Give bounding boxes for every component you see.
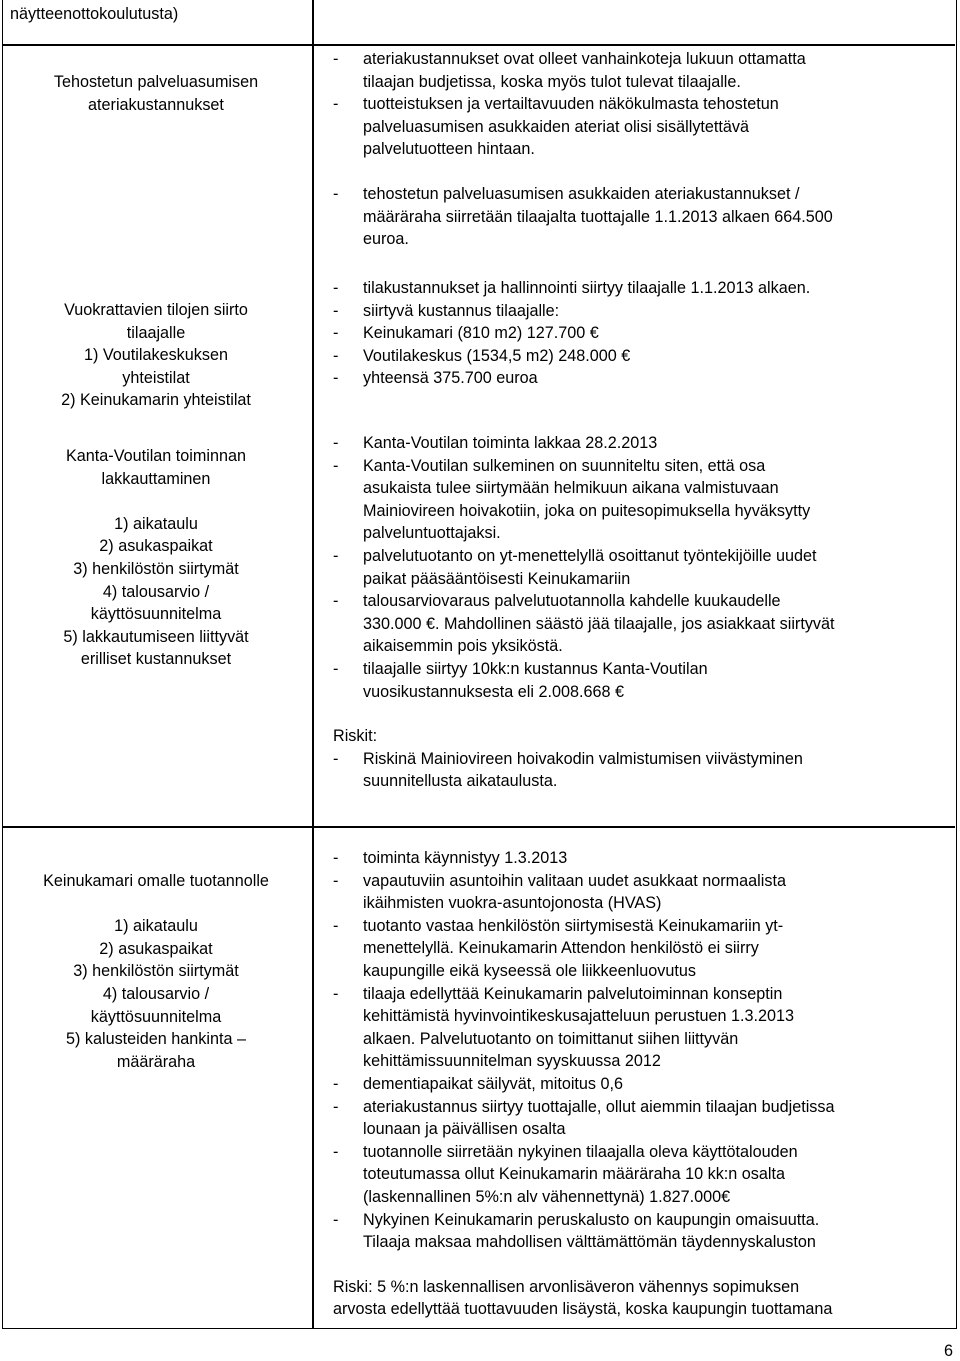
text-line: Mainiovireen hoivakotiin, joka on puitesopimuksella hyväksytty — [363, 501, 811, 520]
text-line: tilaajalle — [126, 323, 186, 342]
text-line: asukaista tulee siirtymään helmikuun aikana valmistuvaan — [363, 479, 779, 498]
text-line: palvelutuotteen hintaan. — [363, 140, 535, 159]
text-line: Riskinä Mainiovireen hoivakodin valmistumisen viivästyminen — [363, 749, 803, 768]
bullet-dash: - — [333, 984, 339, 1003]
text-line: palvelutuotanto on yt-menettelyllä osoittanut työntekijöille uudet — [363, 546, 817, 565]
text-line: palveluasumisen asukkaiden ateriat olisi sisällytettävä — [363, 117, 750, 136]
bullet-text — [363, 345, 948, 368]
bullet-dash: - — [333, 916, 339, 935]
text-line: 330.000 €. Mahdollinen säästö jää tilaajalle, jos asiakkaat siirtyvät — [363, 614, 835, 633]
bullet-text — [363, 432, 948, 455]
bullet-item — [318, 545, 948, 590]
text-line: näytteenottokoulutusta) — [10, 5, 179, 23]
column-divider — [312, 0, 314, 1329]
bullet-text — [363, 1073, 948, 1096]
bullet-text — [363, 1209, 948, 1254]
text-line: Kanta-Voutilan toiminnan — [66, 446, 246, 465]
text-line: Keinukamari omalle tuotannolle — [43, 872, 269, 890]
text-line: palveluntuottajaksi. — [363, 524, 501, 543]
bullet-dash: - — [333, 346, 339, 365]
text-line: ikäihmisten vuokra-asuntojonosta (HVAS) — [363, 894, 662, 913]
row3-left-cell — [8, 870, 304, 1073]
bullet-item — [318, 183, 948, 251]
text-line: tuotannolle siirretään nykyinen tilaajalla oleva käyttötalouden — [363, 1142, 798, 1161]
bullet-text — [363, 658, 948, 703]
bullet-item — [318, 1096, 948, 1141]
bullet-text — [363, 183, 948, 251]
text-line: tehostetun palveluasumisen asukkaiden ateriakustannukset / — [363, 184, 800, 203]
bullet-text — [363, 277, 948, 300]
text-line: kehittämistä hyvinvointikeskusajatteluun perustuen 1.3.2013 — [363, 1007, 795, 1026]
page-number: 6 — [943, 1342, 953, 1360]
row-divider — [3, 826, 955, 828]
text-line: 4) talousarvio / — [102, 984, 210, 1003]
bullet-item — [318, 455, 948, 545]
text-line: paikat pääsääntöisesti Keinukamariin — [363, 569, 631, 588]
text-line: 1) aikataulu — [114, 514, 198, 533]
bullet-item — [318, 93, 948, 161]
bullet-text — [363, 590, 948, 658]
spacer — [318, 703, 948, 725]
bullet-text — [363, 48, 948, 93]
left-block — [8, 445, 304, 671]
text-line: tuotanto vastaa henkilöstön siirtymisestä Keinukamariin yt- — [363, 916, 784, 935]
bullet-item — [318, 277, 948, 300]
text-line: tilaajan budjetissa, koska myös tulot tulevat tilaajalle. — [363, 72, 741, 91]
risk-paragraph — [318, 1276, 948, 1321]
bullet-item — [318, 367, 948, 390]
bullet-dash: - — [333, 456, 339, 475]
bullet-text — [363, 545, 948, 590]
spacer — [318, 1254, 948, 1276]
text-line: määräraha siirretään tilaajalta tuottajalle 1.1.2013 alkaen 664.500 — [363, 207, 833, 226]
text-line: tuotteistuksen ja vertailtavuuden näkökulmasta tehostetun — [363, 95, 779, 114]
bullet-item — [318, 345, 948, 368]
bullet-text — [363, 748, 948, 793]
bullet-item — [318, 48, 948, 93]
text-line: 2) Keinukamarin yhteistilat — [61, 391, 251, 410]
row1-left-cell — [8, 71, 304, 116]
row1-right-cell — [318, 48, 948, 251]
bullet-text — [363, 915, 948, 983]
bullet-dash: - — [333, 1074, 339, 1093]
text-line: menettelyllä. Keinukamarin Attendon henkilöstö ei siirry — [363, 939, 759, 958]
text-line: lounaan ja päivällisen osalta — [363, 1120, 566, 1139]
text-line: kehittämissuunnitelman syyskuussa 2012 — [363, 1052, 661, 1071]
bullet-item — [318, 1073, 948, 1096]
row2-right-cell — [318, 277, 948, 793]
bullet-dash: - — [333, 1210, 339, 1229]
text-line: toiminta käynnistyy 1.3.2013 — [363, 849, 568, 867]
text-line: euroa. — [363, 230, 409, 249]
text-line: talousarviovaraus palvelutuotannolla kahdelle kuukaudelle — [363, 592, 781, 611]
spacer — [318, 390, 948, 432]
text-line: 3) henkilöstön siirtymät — [73, 962, 239, 981]
text-line: Riski: 5 %:n laskennallisen arvonlisäveron vähennys sopimuksen — [333, 1277, 800, 1296]
bullet-dash: - — [333, 184, 339, 203]
text-line: (laskennallinen 5%:n alv vähennettynä) 1.827.000€ — [363, 1187, 731, 1206]
bullet-dash: - — [333, 369, 339, 388]
text-line: vapautuviin asuntoihin valitaan uudet asukkaat normaalista — [363, 871, 786, 890]
text-line: Tehostetun palveluasumisen — [53, 73, 259, 91]
text-line: 5) lakkautumiseen liittyvät — [63, 627, 249, 646]
text-line: lakkauttaminen — [101, 469, 211, 488]
text-line: käyttösuunnitelma — [90, 605, 222, 624]
bullet-dash: - — [333, 849, 339, 867]
text-line: yhteistilat — [122, 368, 190, 387]
bullet-item — [318, 322, 948, 345]
text-line: 2) asukaspaikat — [99, 537, 213, 556]
text-line: Nykyinen Keinukamarin peruskalusto on kaupungin omaisuutta. — [363, 1210, 820, 1229]
bullet-item — [318, 983, 948, 1073]
text-line: ateriakustannukset ovat olleet vanhainkoteja lukuun ottamatta — [363, 50, 806, 68]
bullet-dash: - — [333, 1097, 339, 1116]
bullet-item — [318, 748, 948, 793]
text-line — [8, 893, 304, 916]
text-line: Kanta-Voutilan toiminta lakkaa 28.2.2013 — [363, 433, 658, 452]
text-line: tilaaja edellyttää Keinukamarin palvelutoiminnan konseptin — [363, 984, 783, 1003]
bullet-dash: - — [333, 50, 339, 68]
bullet-text — [363, 1096, 948, 1141]
spacer — [318, 161, 948, 183]
text-line: toteutumassa ollut Keinukamarin määräraha 10 kk:n osalta — [363, 1165, 786, 1184]
bullet-dash: - — [333, 749, 339, 768]
text-line: 3) henkilöstön siirtymät — [73, 559, 239, 578]
text-line: 2) asukaspaikat — [99, 939, 213, 958]
bullet-text — [363, 983, 948, 1073]
text-line: aikaisemmin pois yksiköstä. — [363, 637, 563, 656]
bullet-text — [363, 300, 948, 323]
text-line: kaupungille eikä kyseessä ole liikkeenluovutus — [363, 961, 696, 980]
bullet-item — [318, 847, 948, 870]
bullet-item — [318, 1209, 948, 1254]
bullet-text — [363, 847, 948, 870]
bullet-dash: - — [333, 546, 339, 565]
bullet-dash: - — [333, 1142, 339, 1161]
bullet-dash: - — [333, 95, 339, 114]
text-line: Kanta-Voutilan sulkeminen on suunniteltu siten, että osa — [363, 456, 766, 475]
bullet-text — [363, 455, 948, 545]
text-line: siirtyvä kustannus tilaajalle: — [363, 301, 560, 320]
spacer — [8, 412, 304, 434]
bullet-item — [318, 870, 948, 915]
bullet-dash: - — [333, 592, 339, 611]
row3-right-cell — [318, 847, 948, 1321]
top-row-left-cell — [10, 3, 306, 26]
text-line: 1) aikataulu — [114, 917, 198, 936]
bullet-dash: - — [333, 659, 339, 678]
bullet-dash: - — [333, 301, 339, 320]
bullet-text — [363, 1141, 948, 1209]
text-line: 4) talousarvio / — [102, 582, 210, 601]
bullet-item — [318, 915, 948, 983]
text-line: 5) kalusteiden hankinta – — [66, 1030, 246, 1049]
risks-label: Riskit: — [333, 727, 378, 746]
bullet-text — [363, 870, 948, 915]
text-line: ateriakustannus siirtyy tuottajalle, ollut aiemmin tilaajan budjetissa — [363, 1097, 835, 1116]
text-line: määräraha — [116, 1052, 196, 1071]
text-line: erilliset kustannukset — [80, 650, 232, 669]
text-line: Tilaaja maksaa mahdollisen välttämättömän täydennyskaluston — [363, 1233, 816, 1252]
text-line: käyttösuunnitelma — [90, 1007, 222, 1026]
bullet-item — [318, 432, 948, 455]
bullet-item — [318, 658, 948, 703]
bullet-dash: - — [333, 324, 339, 343]
bullet-item — [318, 590, 948, 658]
bullet-dash: - — [333, 433, 339, 452]
bullet-text — [363, 322, 948, 345]
bullet-dash: - — [333, 279, 339, 297]
text-line: tilaajalle siirtyy 10kk:n kustannus Kanta-Voutilan — [363, 659, 708, 678]
text-line: arvosta edellyttää tuottavuuden lisäystä, koska kaupungin tuottamana — [333, 1300, 833, 1319]
bullet-item — [318, 300, 948, 323]
row-divider — [3, 44, 955, 46]
text-line: 1) Voutilakeskuksen — [84, 346, 228, 365]
bullet-dash: - — [333, 871, 339, 890]
text-line: vuosikustannuksesta eli 2.008.668 € — [363, 682, 624, 701]
text-line: yhteensä 375.700 euroa — [363, 369, 538, 388]
text-line: suunnitellusta aikataulusta. — [363, 772, 558, 791]
bullet-text — [363, 367, 948, 390]
text-line: ateriakustannukset — [88, 95, 224, 114]
text-line: Keinukamari (810 m2) 127.700 € — [363, 324, 599, 343]
row2-left-cell — [8, 299, 304, 671]
bullet-text — [363, 93, 948, 161]
text-line — [8, 490, 304, 513]
text-line: tilakustannukset ja hallinnointi siirtyy tilaajalle 1.1.2013 alkaen. — [363, 279, 811, 297]
bullet-item — [318, 1141, 948, 1209]
text-line: Vuokrattavien tilojen siirto — [64, 301, 248, 319]
text-line: dementiapaikat säilyvät, mitoitus 0,6 — [363, 1074, 624, 1093]
text-line: alkaen. Palvelutuotanto on toimittanut siihen liittyvän — [363, 1029, 739, 1048]
text-line: Voutilakeskus (1534,5 m2) 248.000 € — [363, 346, 631, 365]
